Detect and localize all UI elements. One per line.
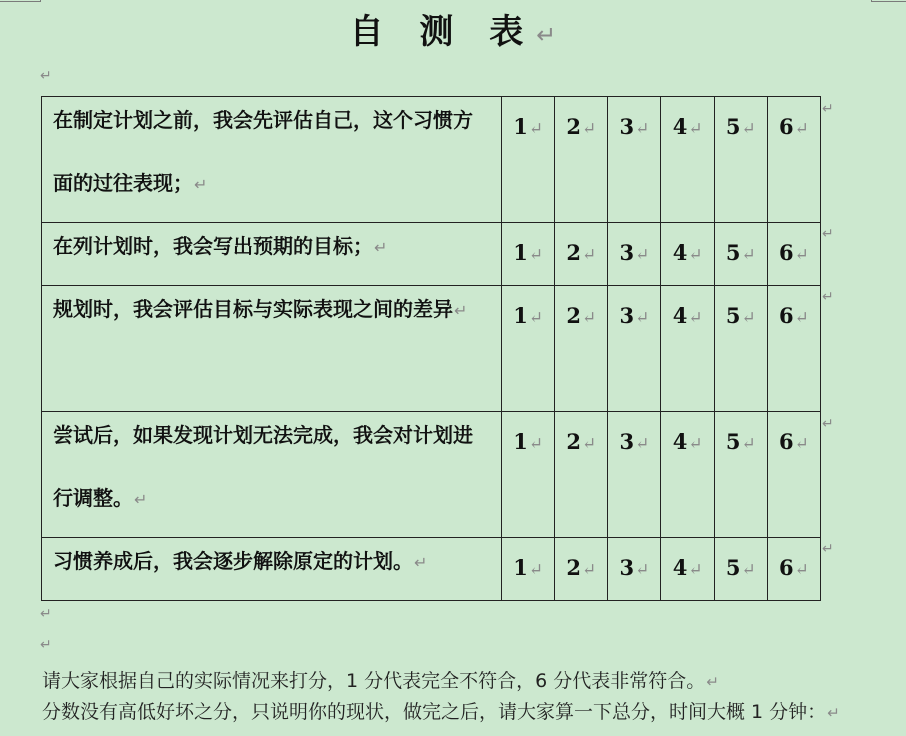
paragraph-mark-icon: ↵ [741,244,756,264]
score-cell[interactable] [555,538,608,601]
score-value: 3 [619,240,635,265]
score-cell[interactable] [767,223,820,286]
statement-cell[interactable] [42,223,502,286]
paragraph-mark-icon: ↵ [794,244,809,264]
paragraph-mark-icon: ↵ [414,553,428,572]
title-text: 自 测 表 [349,12,536,52]
statement-text: 规划时，我会评估目标与实际表现之间的差异 [53,297,453,321]
score-cell[interactable] [608,286,661,412]
page-corner-mark-left-v [40,0,41,2]
paragraph-mark-icon: ↵ [582,118,597,138]
score-value: 1 [513,555,528,580]
row-end-mark-icon: ↵ [822,416,834,432]
score-value: 4 [672,303,688,328]
page-corner-mark-left [0,1,40,2]
instruction-line[interactable] [42,697,840,724]
paragraph-mark-icon: ↵ [794,559,809,579]
paragraph-mark-icon: ↵ [582,559,597,579]
score-value: 4 [672,240,688,265]
table-row [42,223,821,286]
paragraph-mark-icon: ↵ [582,244,597,264]
score-cell[interactable] [767,412,820,538]
statement-cell[interactable] [42,97,502,223]
paragraph-mark-icon: ↵ [528,559,543,579]
score-cell[interactable] [714,223,767,286]
row-end-mark-icon: ↵ [822,289,834,305]
score-value: 1 [513,429,528,454]
paragraph-mark-icon: ↵ [827,704,840,722]
score-cell[interactable] [661,223,714,286]
score-cell[interactable] [502,223,555,286]
score-cell[interactable] [714,538,767,601]
score-cell[interactable] [608,412,661,538]
paragraph-mark-icon: ↵ [706,673,719,691]
statement-cell[interactable] [42,286,502,412]
statement-text: 习惯养成后，我会逐步解除原定的计划。 [53,549,413,573]
score-cell[interactable] [608,538,661,601]
score-cell[interactable] [555,412,608,538]
statement-cell[interactable] [42,412,502,538]
score-cell[interactable] [767,97,820,223]
paragraph-mark-icon: ↵ [741,307,756,327]
paragraph-mark-icon: ↵ [741,118,756,138]
paragraph-mark-icon: ↵ [688,559,703,579]
table-row [42,412,821,538]
paragraph-mark-icon: ↵ [454,301,468,320]
score-value: 4 [672,555,688,580]
statement-text: 尝试后，如果发现计划无法完成，我会对计划进行调整。 [53,423,473,510]
score-value: 3 [619,114,635,139]
paragraph-mark-icon: ↵ [528,118,543,138]
self-test-table [41,96,821,601]
paragraph-mark-icon: ↵ [794,118,809,138]
row-end-mark-icon: ↵ [822,541,834,557]
instruction-text: 分数没有高低好坏之分，只说明你的现状，做完之后，请大家算一下总分，时间大概 1 分钟： [42,701,827,723]
paragraph-mark-icon: ↵ [528,307,543,327]
score-cell[interactable] [714,412,767,538]
score-value: 2 [566,555,582,580]
paragraph-mark-icon: ↵ [536,21,557,49]
instruction-text: 请大家根据自己的实际情况来打分，1 分代表完全不符合，6 分代表非常符合。 [42,670,706,692]
score-value: 5 [725,429,741,454]
paragraph-mark-icon: ↵ [741,559,756,579]
paragraph-mark-icon: ↵ [688,118,703,138]
score-value: 3 [619,555,635,580]
score-value: 1 [513,303,528,328]
paragraph-mark-icon: ↵ [794,433,809,453]
score-cell[interactable] [714,97,767,223]
table-row [42,538,821,601]
score-cell[interactable] [767,538,820,601]
score-value: 2 [566,303,582,328]
table-row [42,286,821,412]
score-cell[interactable] [555,223,608,286]
score-cell[interactable] [661,286,714,412]
score-value: 4 [672,429,688,454]
row-end-mark-icon: ↵ [822,226,834,242]
document-title[interactable] [0,10,906,57]
score-cell[interactable] [502,97,555,223]
paragraph-mark-icon: ↵ [582,433,597,453]
page-corner-mark-right-v [871,0,872,2]
paragraph-mark-icon: ↵ [194,175,208,194]
score-cell[interactable] [661,97,714,223]
score-value: 5 [725,303,741,328]
score-cell[interactable] [555,97,608,223]
score-value: 4 [672,114,688,139]
score-cell[interactable] [502,412,555,538]
paragraph-mark-icon: ↵ [794,307,809,327]
score-cell[interactable] [502,538,555,601]
score-value: 6 [779,240,794,265]
instruction-line[interactable] [42,666,719,693]
row-end-mark-icon: ↵ [822,101,834,117]
score-value: 3 [619,303,635,328]
paragraph-mark-icon: ↵ [635,307,650,327]
score-value: 6 [779,555,794,580]
score-value: 2 [566,114,582,139]
statement-cell[interactable] [42,538,502,601]
score-value: 6 [779,303,794,328]
paragraph-mark-icon: ↵ [688,307,703,327]
score-value: 3 [619,429,635,454]
score-cell[interactable] [767,286,820,412]
paragraph-mark-icon: ↵ [374,238,388,257]
empty-paragraph-mark-icon: ↵ [40,606,52,622]
paragraph-mark-icon: ↵ [688,433,703,453]
empty-paragraph-mark-icon: ↵ [40,68,52,84]
paragraph-mark-icon: ↵ [582,307,597,327]
paragraph-mark-icon: ↵ [528,244,543,264]
paragraph-mark-icon: ↵ [635,433,650,453]
score-cell[interactable] [555,286,608,412]
page-corner-mark-right [872,1,906,2]
score-cell[interactable] [502,286,555,412]
empty-paragraph-mark-icon: ↵ [40,637,52,653]
score-cell[interactable] [714,286,767,412]
score-value: 5 [725,240,741,265]
score-value: 6 [779,429,794,454]
score-value: 1 [513,114,528,139]
score-value: 5 [725,555,741,580]
score-value: 2 [566,429,582,454]
paragraph-mark-icon: ↵ [134,490,148,509]
paragraph-mark-icon: ↵ [635,118,650,138]
score-cell[interactable] [661,538,714,601]
score-value: 2 [566,240,582,265]
score-cell[interactable] [608,97,661,223]
paragraph-mark-icon: ↵ [635,244,650,264]
score-value: 5 [725,114,741,139]
table-row [42,97,821,223]
score-value: 6 [779,114,794,139]
paragraph-mark-icon: ↵ [528,433,543,453]
paragraph-mark-icon: ↵ [741,433,756,453]
statement-text: 在制定计划之前，我会先评估自己，这个习惯方面的过往表现； [53,108,473,195]
score-cell[interactable] [608,223,661,286]
paragraph-mark-icon: ↵ [688,244,703,264]
score-cell[interactable] [661,412,714,538]
score-value: 1 [513,240,528,265]
statement-text: 在列计划时，我会写出预期的目标； [53,234,373,258]
paragraph-mark-icon: ↵ [635,559,650,579]
